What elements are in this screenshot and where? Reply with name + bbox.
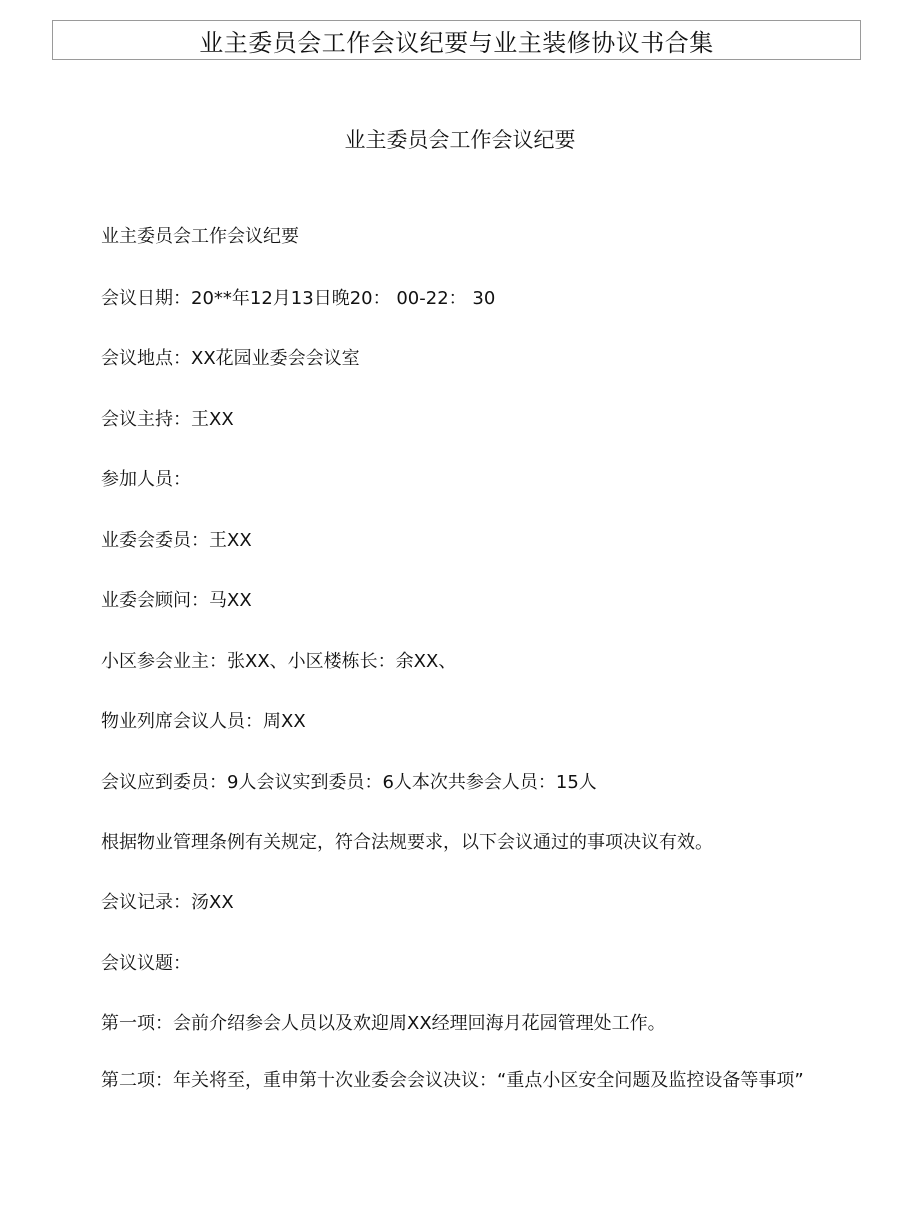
agenda-item-2: 第二项：年关将至，重申第十次业委会会议决议：“重点小区安全问题及监控设备等事项”	[101, 1070, 804, 1091]
meeting-date: 会议日期：20**年12月13日晚20： 00-22： 30	[101, 288, 496, 309]
agenda-heading: 会议议题：	[101, 953, 191, 974]
property-attendee: 物业列席会议人员：周XX	[101, 711, 306, 732]
committee-member: 业委会委员：王XX	[101, 530, 252, 551]
document-header-title: 业主委员会工作会议纪要与业主装修协议书合集	[199, 28, 714, 57]
body-line: 业主委员会工作会议纪要	[101, 226, 299, 247]
attendees-heading: 参加人员：	[101, 469, 191, 490]
agenda-item-1: 第一项：会前介绍参会人员以及欢迎周XX经理回海月花园管理处工作。	[101, 1013, 666, 1034]
validity-statement: 根据物业管理条例有关规定，符合法规要求，以下会议通过的事项决议有效。	[101, 832, 713, 853]
meeting-host: 会议主持：王XX	[101, 409, 234, 430]
attendance-count: 会议应到委员：9人会议实到委员：6人本次共参会人员：15人	[101, 772, 597, 793]
meeting-location: 会议地点：XX花园业委会会议室	[101, 348, 360, 369]
committee-advisor: 业委会顾问：马XX	[101, 590, 252, 611]
document-header-box	[52, 20, 861, 60]
meeting-recorder: 会议记录：汤XX	[101, 892, 234, 913]
owner-attendees: 小区参会业主：张XX、小区楼栋长：余XX、	[101, 651, 457, 672]
document-title: 业主委员会工作会议纪要	[344, 128, 576, 152]
